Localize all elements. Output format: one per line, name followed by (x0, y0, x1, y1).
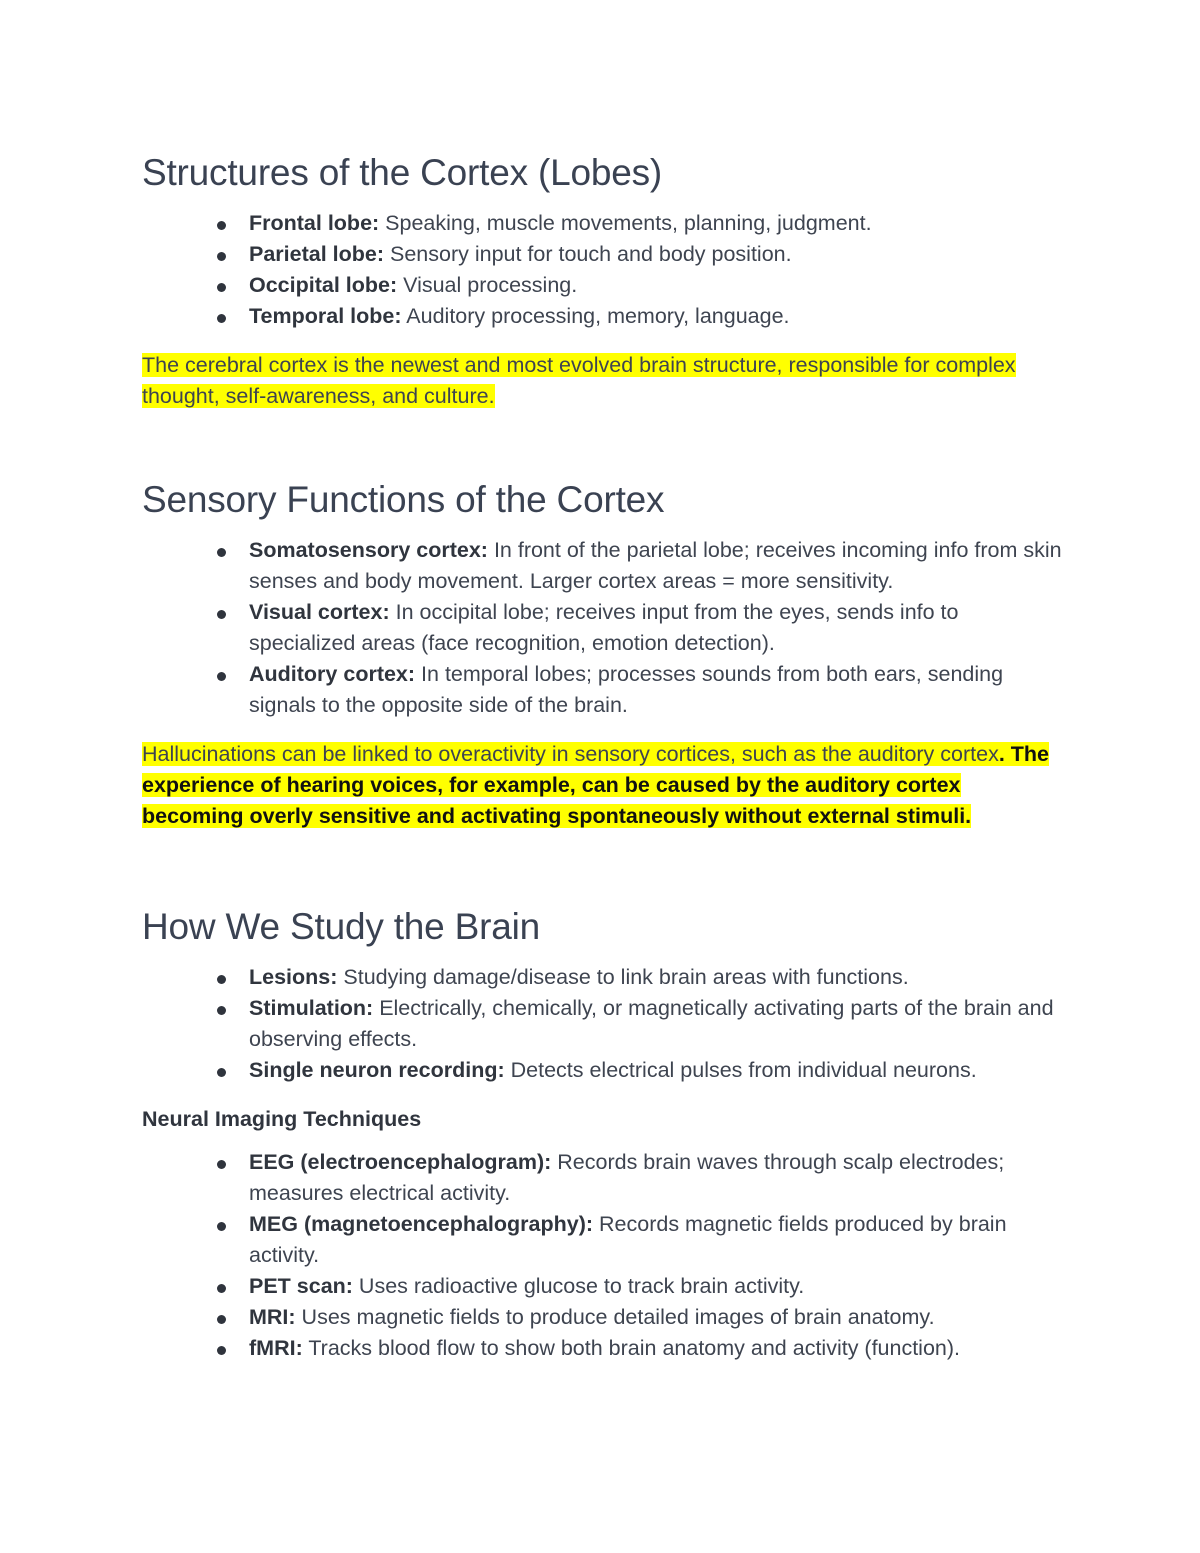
list-item (142, 1302, 1062, 1333)
item-term: MEG (magnetoencephalography): (249, 1212, 594, 1236)
highlight-text: Hallucinations can be linked to overactivity in sensory cortices, such as the auditory cortex (142, 742, 999, 766)
section-sensory (142, 477, 1062, 832)
section-heading: Sensory Functions of the Cortex (142, 479, 665, 520)
item-text: Studying damage/disease to link brain areas with functions. (337, 965, 909, 989)
item-term: Occipital lobe: (249, 273, 398, 297)
highlighted-note (142, 739, 1062, 832)
list-item (142, 208, 1062, 239)
item-term: EEG (electroencephalogram): (249, 1150, 552, 1174)
item-term: Auditory cortex: (249, 662, 416, 686)
item-text: Uses radioactive glucose to track brain activity. (352, 1274, 805, 1298)
item-text: Detects electrical pulses from individual neurons. (504, 1058, 977, 1082)
item-text: Electrically, chemically, or magnetically activating parts of the brain and observing effects. (249, 996, 1054, 1051)
highlight-bold-text: . The experience of hearing voices, for example, can be caused by the auditory cortex becoming overly sensitive and activating spontaneously without external stimuli. (142, 742, 1050, 828)
item-text: Tracks blood flow to show both brain anatomy and activity (function). (302, 1336, 961, 1360)
item-term: PET scan: (249, 1274, 353, 1298)
list-item (142, 1209, 1062, 1271)
item-term: Single neuron recording: (249, 1058, 505, 1082)
list-item (142, 597, 1062, 659)
bullet-list (142, 208, 1062, 332)
bullet-icon (217, 1068, 226, 1077)
highlight-text: The cerebral cortex is the newest and most evolved brain structure, responsible for complex thought, self-awareness, and culture. (142, 353, 1016, 408)
bullet-icon (217, 1315, 226, 1324)
item-text: Auditory processing, memory, language. (401, 304, 790, 328)
list-item (142, 962, 1062, 993)
item-term: Temporal lobe: (249, 304, 402, 328)
bullet-icon (217, 1006, 226, 1015)
section-heading: Structures of the Cortex (Lobes) (142, 152, 663, 193)
list-item (142, 1333, 1062, 1364)
list-item (142, 659, 1062, 721)
bullet-icon (217, 975, 226, 984)
document-page (142, 150, 1062, 1364)
bullet-icon (217, 1222, 226, 1231)
item-text: In front of the parietal lobe; receives incoming info from skin senses and body movement. Larger cortex areas = more sensitivity. (249, 538, 1062, 593)
item-text: Uses magnetic fields to produce detailed images of brain anatomy. (295, 1305, 935, 1329)
list-item (142, 1055, 1062, 1086)
section-heading: How We Study the Brain (142, 906, 540, 947)
bullet-icon (217, 1346, 226, 1355)
bullet-list (142, 1147, 1062, 1364)
item-text: In temporal lobes; processes sounds from both ears, sending signals to the opposite side of the brain. (249, 662, 1004, 717)
item-term: fMRI: (249, 1336, 303, 1360)
bullet-icon (217, 221, 226, 230)
bullet-icon (217, 672, 226, 681)
bullet-list (142, 535, 1062, 721)
section-study (142, 904, 1062, 1364)
bullet-icon (217, 548, 226, 557)
list-item (142, 1271, 1062, 1302)
list-item (142, 535, 1062, 597)
bullet-icon (217, 283, 226, 292)
item-text: Records magnetic fields produced by brain activity. (249, 1212, 1007, 1267)
item-term: Lesions: (249, 965, 338, 989)
bullet-icon (217, 252, 226, 261)
bullet-list (142, 962, 1062, 1086)
list-item (142, 270, 1062, 301)
list-item (142, 993, 1062, 1055)
subheading: Neural Imaging Techniques (142, 1107, 422, 1131)
item-term: Stimulation: (249, 996, 374, 1020)
list-item (142, 1147, 1062, 1209)
item-text: In occipital lobe; receives input from the eyes, sends info to specialized areas (face recognition, emotion detection). (249, 600, 959, 655)
item-text: Records brain waves through scalp electrodes; measures electrical activity. (249, 1150, 1005, 1205)
item-text: Speaking, muscle movements, planning, judgment. (379, 211, 872, 235)
bullet-icon (217, 1160, 226, 1169)
section-lobes (142, 150, 1062, 412)
bullet-icon (217, 314, 226, 323)
highlighted-note (142, 350, 1062, 412)
item-term: Frontal lobe: (249, 211, 380, 235)
bullet-icon (217, 610, 226, 619)
item-term: MRI: (249, 1305, 296, 1329)
bullet-icon (217, 1284, 226, 1293)
list-item (142, 239, 1062, 270)
item-term: Visual cortex: (249, 600, 390, 624)
item-term: Somatosensory cortex: (249, 538, 488, 562)
item-text: Visual processing. (397, 273, 578, 297)
item-text: Sensory input for touch and body position. (384, 242, 792, 266)
list-item (142, 301, 1062, 332)
item-term: Parietal lobe: (249, 242, 385, 266)
